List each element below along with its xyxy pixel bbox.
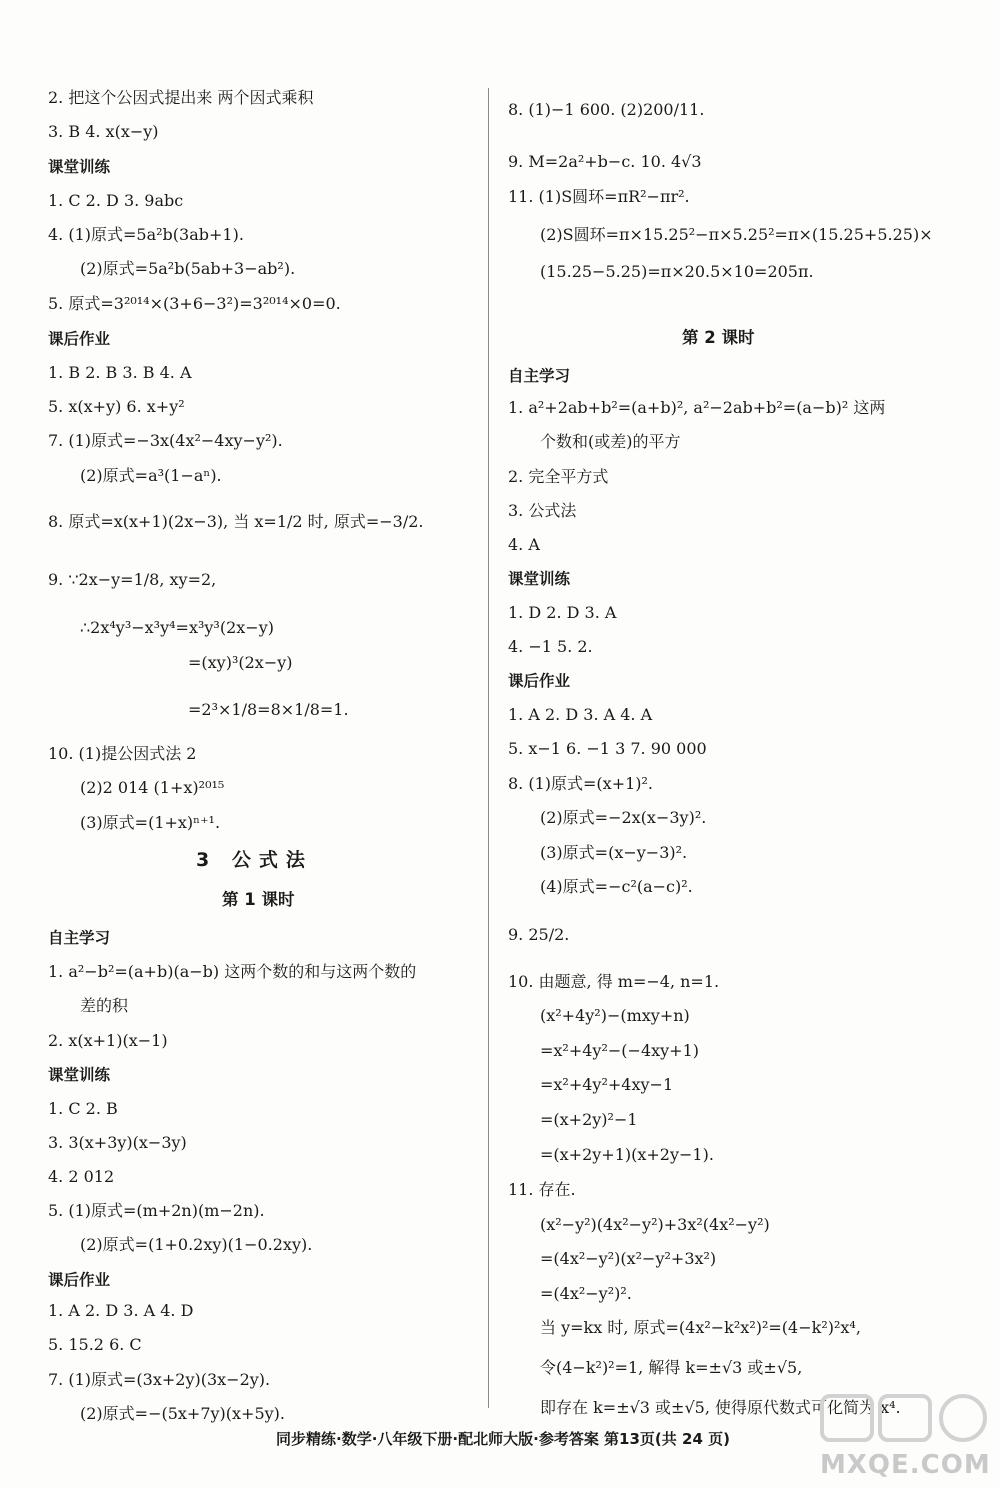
right-answer-line: 11. (1)S圆环=πR²−πr².: [508, 187, 690, 206]
right-answer-line: 令(4−k²)²=1, 解得 k=±√3 或±√5,: [540, 1358, 803, 1377]
right-answer-line: (x²−y²)(4x²−y²)+3x²(4x²−y²): [540, 1215, 770, 1234]
left-answer-line: 3. B 4. x(x−y): [48, 122, 159, 141]
left-answer-line: 1. A 2. D 3. A 4. D: [48, 1301, 194, 1320]
left-section-heading: 课后作业: [48, 330, 111, 348]
left-answer-line: 5. x(x+y) 6. x+y²: [48, 397, 185, 416]
section-title: 3 公式法: [196, 849, 313, 871]
left-answer-line: 1. C 2. B: [48, 1099, 118, 1118]
right-answer-line: =x²+4y²−(−4xy+1): [540, 1041, 700, 1060]
right-answer-line: 9. 25/2.: [508, 925, 570, 944]
right-answer-line: (3)原式=(x−y−3)².: [540, 843, 688, 862]
right-answer-line: 1. A 2. D 3. A 4. A: [508, 705, 653, 724]
right-answer-line: 4. −1 5. 2.: [508, 637, 593, 656]
left-answer-line: (2)2 014 (1+x)²⁰¹⁵: [80, 778, 225, 797]
right-answer-line: 1. a²+2ab+b²=(a+b)², a²−2ab+b²=(a−b)² 这两: [508, 398, 886, 417]
left-answer-line: 10. (1)提公因式法 2: [48, 744, 197, 763]
left-answer-line: 2. 把这个公因式提出来 两个因式乘积: [48, 88, 314, 107]
left-answer-line: 4. (1)原式=5a²b(3ab+1).: [48, 225, 244, 244]
left-answer-line: 5. 15.2 6. C: [48, 1335, 142, 1354]
right-section-heading: 自主学习: [508, 367, 571, 385]
right-answer-line: (15.25−5.25)=π×20.5×10=205π.: [540, 262, 814, 281]
left-answer-line: 7. (1)原式=−3x(4x²−4xy−y²).: [48, 431, 283, 450]
left-answer-line: (2)原式=a³(1−aⁿ).: [80, 466, 222, 485]
left-answer-line: 差的积: [80, 996, 129, 1015]
right-answer-line: 5. x−1 6. −1 3 7. 90 000: [508, 739, 707, 758]
left-answer-line: (3)原式=(1+x)ⁿ⁺¹.: [80, 813, 221, 832]
right-section-heading: 课后作业: [508, 672, 571, 690]
lesson-1-self-study-heading: 自主学习: [48, 929, 111, 947]
right-answer-line: 4. A: [508, 535, 540, 554]
right-section-heading: 课堂训练: [508, 570, 571, 588]
right-answer-line: (2)S圆环=π×15.25²−π×5.25²=π×(15.25+5.25)×: [540, 225, 933, 244]
left-answer-line: 5. (1)原式=(m+2n)(m−2n).: [48, 1201, 265, 1220]
right-answer-line: 当 y=kx 时, 原式=(4x²−k²x²)²=(4−k²)²x⁴,: [540, 1318, 861, 1337]
right-answer-line: (x²+4y²)−(mxy+n): [540, 1006, 690, 1025]
left-answer-line: 1. C 2. D 3. 9abc: [48, 191, 184, 210]
left-section-heading: 课堂训练: [48, 1066, 111, 1084]
left-answer-line: (2)原式=−(5x+7y)(x+5y).: [80, 1404, 286, 1423]
right-answer-line: 8. (1)原式=(x+1)².: [508, 774, 654, 793]
left-answer-line: 2. x(x+1)(x−1): [48, 1031, 168, 1050]
watermark-text: MXQE.COM: [820, 1450, 991, 1480]
right-answer-line: 即存在 k=±√3 或±√5, 使得原代数式可化简为 x⁴.: [540, 1398, 901, 1417]
lesson-1-title: 第 1 课时: [222, 890, 295, 909]
left-answer-line: 8. 原式=x(x+1)(2x−3), 当 x=1/2 时, 原式=−3/2.: [48, 512, 424, 531]
right-answer-line: =(4x²−y²)².: [540, 1284, 632, 1303]
page-footer: 同步精练·数学·八年级下册·配北师大版·参考答案 第13页(共 24 页): [276, 1430, 730, 1448]
left-answer-line: (2)原式=(1+0.2xy)(1−0.2xy).: [80, 1235, 313, 1254]
right-answer-line: 1. D 2. D 3. A: [508, 603, 617, 622]
left-answer-line: 5. 原式=3²⁰¹⁴×(3+6−3²)=3²⁰¹⁴×0=0.: [48, 294, 341, 313]
lesson-2-title: 第 2 课时: [682, 328, 755, 347]
right-answer-line: (4)原式=−c²(a−c)².: [540, 877, 693, 896]
column-divider: [488, 88, 489, 1408]
right-answer-line: 2. 完全平方式: [508, 467, 609, 486]
right-answer-line: 8. (1)−1 600. (2)200/11.: [508, 100, 705, 119]
left-answer-line: 3. 3(x+3y)(x−3y): [48, 1133, 187, 1152]
left-answer-line: 1. B 2. B 3. B 4. A: [48, 363, 192, 382]
right-answer-line: =(4x²−y²)(x²−y²+3x²): [540, 1249, 717, 1268]
left-answer-line: =2³×1/8=8×1/8=1.: [188, 700, 349, 719]
left-section-heading: 课堂训练: [48, 158, 111, 176]
right-answer-line: 10. 由题意, 得 m=−4, n=1.: [508, 972, 720, 991]
left-answer-line: =(xy)³(2x−y): [188, 653, 293, 672]
right-answer-line: =(x+2y)²−1: [540, 1110, 638, 1129]
right-answer-line: 个数和(或差)的平方: [540, 432, 681, 451]
left-answer-line: 1. a²−b²=(a+b)(a−b) 这两个数的和与这两个数的: [48, 962, 417, 981]
left-answer-line: (2)原式=5a²b(5ab+3−ab²).: [80, 259, 296, 278]
left-answer-line: 4. 2 012: [48, 1167, 115, 1186]
right-answer-line: 3. 公式法: [508, 501, 577, 520]
right-answer-line: =(x+2y+1)(x+2y−1).: [540, 1145, 714, 1164]
right-answer-line: 11. 存在.: [508, 1180, 576, 1199]
left-answer-line: 9. ∵2x−y=1/8, xy=2,: [48, 570, 217, 589]
right-answer-line: 9. M=2a²+b−c. 10. 4√3: [508, 152, 702, 171]
right-answer-line: =x²+4y²+4xy−1: [540, 1075, 674, 1094]
left-section-heading: 课后作业: [48, 1271, 111, 1289]
right-answer-line: (2)原式=−2x(x−3y)².: [540, 808, 707, 827]
left-answer-line: 7. (1)原式=(3x+2y)(3x−2y).: [48, 1370, 271, 1389]
left-answer-line: ∴2x⁴y³−x³y⁴=x³y³(2x−y): [80, 618, 274, 637]
